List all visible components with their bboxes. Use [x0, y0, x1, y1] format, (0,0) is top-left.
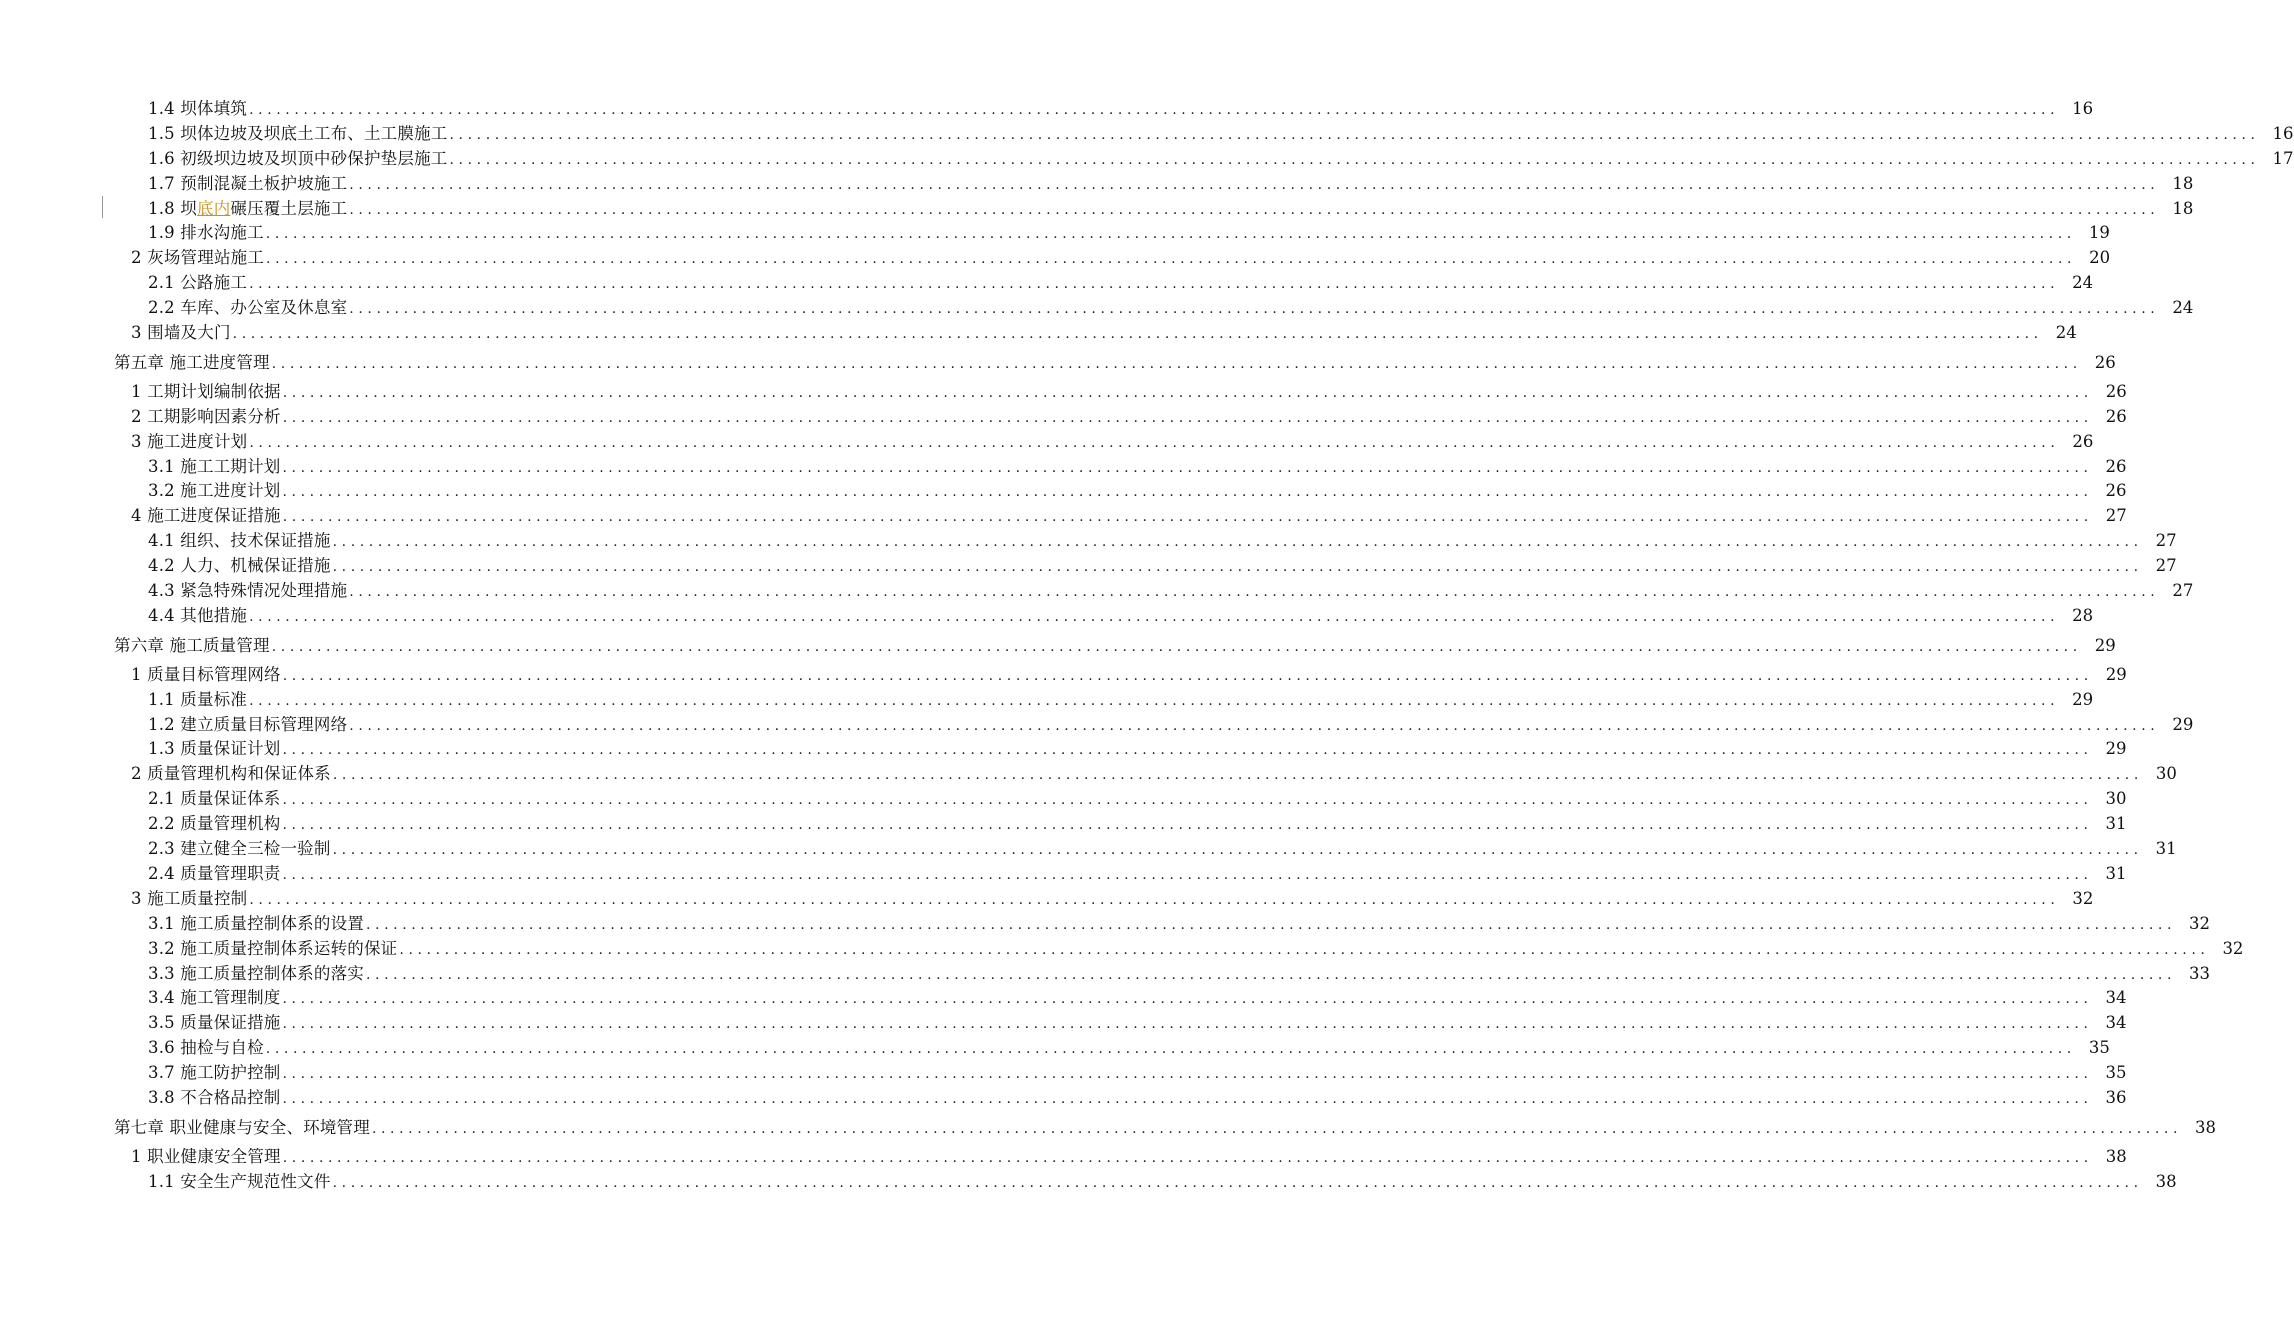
toc-entry-title: 3 施工进度计划: [131, 430, 249, 455]
dot-leader: ........................................................................................................................................................................................................: [271, 638, 2082, 655]
dot-leader: ........................................................................................................................................................................................................: [332, 842, 2143, 859]
toc-entry-title: 3.7 施工防护控制: [148, 1061, 283, 1086]
dot-leader: ........................................................................................................................................................................................................: [282, 866, 2093, 883]
dot-leader: ........................................................................................................................................................................................................: [349, 717, 2160, 734]
toc-page-number: 18: [2172, 173, 2194, 193]
toc-entry-title: 1.3 质量保证计划: [148, 737, 283, 762]
toc-chapter-entry[interactable]: [0, 629, 2116, 663]
toc-page-number: 18: [2172, 198, 2194, 218]
dot-leader: ........................................................................................................................................................................................................: [282, 742, 2093, 759]
dot-leader: ........................................................................................................................................................................................................: [249, 608, 2060, 625]
toc-page-number: 38: [2195, 1117, 2216, 1137]
dot-leader: ........................................................................................................................................................................................................: [332, 767, 2143, 784]
toc-entry[interactable]: [0, 1170, 2177, 1195]
toc-entry[interactable]: [0, 937, 2244, 962]
toc-page-number: 24: [2072, 273, 2094, 293]
toc-page-number: 29: [2105, 664, 2127, 684]
toc-entry[interactable]: [0, 430, 2094, 455]
toc-entry-title: 2.2 车库、办公室及休息室: [148, 296, 349, 321]
toc-entry[interactable]: [0, 787, 2127, 812]
toc-entry-title: 3.2 施工质量控制体系运转的保证: [148, 937, 399, 962]
dot-leader: ........................................................................................................................................................................................................: [282, 991, 2093, 1008]
dot-leader: ........................................................................................................................................................................................................: [249, 434, 2060, 451]
dot-leader: ........................................................................................................................................................................................................: [282, 384, 2093, 401]
toc-page-number: 30: [2105, 789, 2127, 809]
toc-entry-title: 3.5 质量保证措施: [148, 1011, 283, 1036]
toc-page-number: 35: [2088, 1038, 2110, 1058]
dot-leader: ........................................................................................................................................................................................................: [349, 584, 2160, 601]
toc-entry[interactable]: [0, 837, 2177, 862]
toc-entry-title: 3.6 抽检与自检: [148, 1036, 266, 1061]
toc-entry[interactable]: [0, 579, 2194, 604]
toc-entry[interactable]: [0, 1036, 2110, 1061]
toc-entry-title: 第六章 施工质量管理: [114, 629, 272, 663]
toc-entry-title: 2 灰场管理站施工: [131, 246, 266, 271]
toc-entry-title: 4.2 人力、机械保证措施: [148, 554, 333, 579]
toc-entry[interactable]: [0, 296, 2194, 321]
dot-leader: ........................................................................................................................................................................................................: [249, 692, 2060, 709]
dot-leader: ........................................................................................................................................................................................................: [249, 276, 2060, 293]
toc-entry[interactable]: [0, 246, 2111, 271]
toc-entry-title: 4 施工进度保证措施: [131, 504, 283, 529]
dot-leader: ........................................................................................................................................................................................................: [249, 891, 2060, 908]
toc-entry-title: 第七章 职业健康与安全、环境管理: [114, 1111, 372, 1145]
toc-entry-title: 4.4 其他措施: [148, 604, 249, 629]
toc-chapter-entry[interactable]: [0, 346, 2116, 380]
toc-page-number: 17: [2272, 148, 2294, 168]
toc-page-number: 24: [2172, 298, 2194, 318]
dot-leader: ........................................................................................................................................................................................................: [282, 667, 2093, 684]
toc-entry-title: 4.3 紧急特殊情况处理措施: [148, 579, 349, 604]
toc-entry-title: 1 质量目标管理网络: [131, 663, 283, 688]
toc-entry-title: 1.1 安全生产规范性文件: [148, 1170, 333, 1195]
toc-entry[interactable]: [0, 529, 2177, 554]
toc-entry[interactable]: [0, 887, 2094, 912]
tracked-change-text: 底内: [197, 198, 231, 218]
dot-leader: ........................................................................................................................................................................................................: [282, 1090, 2093, 1107]
toc-page-number: 34: [2105, 1013, 2127, 1033]
toc-page-number: 36: [2105, 1087, 2127, 1107]
toc-entry[interactable]: [0, 862, 2127, 887]
toc-entry[interactable]: [0, 321, 2077, 346]
toc-page-number: 27: [2105, 506, 2127, 526]
dot-leader: ........................................................................................................................................................................................................: [366, 966, 2177, 983]
dot-leader: ........................................................................................................................................................................................................: [282, 1016, 2093, 1033]
dot-leader: ........................................................................................................................................................................................................: [282, 792, 2093, 809]
toc-entry[interactable]: [0, 122, 2294, 147]
toc-entry-title: 2 质量管理机构和保证体系: [131, 762, 333, 787]
toc-entry-title: 3.1 施工质量控制体系的设置: [148, 912, 366, 937]
toc-page-number: 26: [2105, 456, 2127, 476]
dot-leader: ........................................................................................................................................................................................................: [399, 941, 2210, 958]
toc-entry[interactable]: [0, 1061, 2127, 1086]
dot-leader: ........................................................................................................................................................................................................: [232, 326, 2043, 343]
toc-entry[interactable]: [0, 912, 2211, 937]
dot-leader: ........................................................................................................................................................................................................: [266, 251, 2077, 268]
toc-page-number: 24: [2055, 323, 2077, 343]
toc-page-number: 26: [2105, 481, 2127, 501]
dot-leader: ........................................................................................................................................................................................................: [349, 201, 2160, 218]
toc-entry-title: 3.4 施工管理制度: [148, 986, 283, 1011]
toc-page-number: 20: [2089, 248, 2111, 268]
toc-entry[interactable]: [0, 197, 2194, 222]
toc-page-number: 29: [2172, 714, 2194, 734]
dot-leader: ........................................................................................................................................................................................................: [366, 916, 2177, 933]
toc-entry[interactable]: [0, 986, 2127, 1011]
toc-page-number: 26: [2105, 406, 2127, 426]
toc-page-number: 32: [2222, 938, 2244, 958]
toc-page-number: 16: [2072, 99, 2094, 118]
dot-leader: ........................................................................................................................................................................................................: [349, 301, 2160, 318]
toc-entry[interactable]: [0, 221, 2110, 246]
toc-entry-title: 3.3 施工质量控制体系的落实: [148, 962, 366, 987]
toc-entry-title: 2 工期影响因素分析: [131, 405, 283, 430]
dot-leader: ........................................................................................................................................................................................................: [282, 1149, 2093, 1166]
toc-entry[interactable]: [0, 713, 2194, 738]
toc-page-number: 27: [2172, 581, 2194, 601]
toc-entry-title: 2.3 建立健全三检一验制: [148, 837, 333, 862]
toc-page-number: 32: [2189, 913, 2211, 933]
toc-entry[interactable]: [0, 737, 2127, 762]
toc-page-number: 38: [2105, 1146, 2127, 1166]
toc-page-number: 29: [2072, 689, 2094, 709]
toc-page-number: 19: [2088, 223, 2110, 243]
toc-entry-title: 1.2 建立质量目标管理网络: [148, 713, 349, 738]
dot-leader: ........................................................................................................................................................................................................: [271, 355, 2082, 372]
toc-entry-title: 3.8 不合格品控制: [148, 1086, 283, 1111]
toc-entry-title: 1.4 坝体填筑: [148, 97, 249, 122]
toc-entry[interactable]: [0, 479, 2127, 504]
toc-entry-title: 1.8 坝底内碾压覆土层施工: [148, 197, 349, 222]
toc-entry[interactable]: [0, 271, 2094, 296]
dot-leader: ........................................................................................................................................................................................................: [349, 176, 2160, 193]
dot-leader: ........................................................................................................................................................................................................: [332, 1174, 2143, 1191]
toc-page-number: 32: [2072, 888, 2094, 908]
toc-entry[interactable]: [0, 1011, 2127, 1036]
toc-entry-title: 2.1 质量保证体系: [148, 787, 283, 812]
table-of-contents: [0, 97, 2294, 1195]
toc-entry-title: 1 职业健康安全管理: [131, 1145, 283, 1170]
toc-entry[interactable]: [0, 147, 2294, 172]
toc-entry[interactable]: [0, 172, 2194, 197]
toc-page-number: 27: [2155, 531, 2177, 551]
toc-entry[interactable]: [0, 1086, 2127, 1111]
dot-leader: ........................................................................................................................................................................................................: [249, 102, 2060, 118]
dot-leader: ........................................................................................................................................................................................................: [371, 1120, 2182, 1137]
dot-leader: ........................................................................................................................................................................................................: [332, 534, 2143, 551]
toc-page-number: 31: [2105, 863, 2127, 883]
dot-leader: ........................................................................................................................................................................................................: [449, 151, 2260, 168]
toc-entry[interactable]: [0, 688, 2094, 713]
dot-leader: ........................................................................................................................................................................................................: [282, 1066, 2093, 1083]
toc-entry-title: 3 施工质量控制: [131, 887, 249, 912]
toc-entry[interactable]: [0, 962, 2211, 987]
toc-entry-title: 1.1 质量标准: [148, 688, 249, 713]
toc-entry-title: 1.9 排水沟施工: [148, 221, 266, 246]
toc-entry-title: 第五章 施工进度管理: [114, 346, 272, 380]
dot-leader: ........................................................................................................................................................................................................: [282, 509, 2093, 526]
dot-leader: ........................................................................................................................................................................................................: [282, 459, 2093, 476]
toc-entry[interactable]: [0, 604, 2094, 629]
toc-page-number: 33: [2189, 963, 2211, 983]
toc-entry[interactable]: [0, 504, 2127, 529]
toc-entry-title: 3.1 施工工期计划: [148, 455, 283, 480]
toc-entry-title: 1 工期计划编制依据: [131, 380, 283, 405]
toc-entry-title: 2.2 质量管理机构: [148, 812, 283, 837]
toc-entry-title: 3.2 施工进度计划: [148, 479, 283, 504]
toc-entry[interactable]: [0, 762, 2177, 787]
toc-entry[interactable]: [0, 405, 2127, 430]
toc-page-number: 16: [2272, 123, 2294, 143]
toc-entry[interactable]: [0, 455, 2127, 480]
toc-entry-title: 1.5 坝体边坡及坝底土工布、土工膜施工: [148, 122, 450, 147]
toc-page-number: 31: [2105, 814, 2127, 834]
dot-leader: ........................................................................................................................................................................................................: [282, 484, 2093, 501]
toc-page-number: 35: [2105, 1063, 2127, 1083]
toc-page-number: 30: [2155, 764, 2177, 784]
toc-entry-title: 1.7 预制混凝土板护坡施工: [148, 172, 349, 197]
toc-page-number: 38: [2155, 1171, 2177, 1191]
toc-page-number: 29: [2094, 635, 2116, 655]
toc-page-number: 31: [2155, 839, 2177, 859]
toc-page-number: 26: [2072, 431, 2094, 451]
toc-entry[interactable]: [0, 1145, 2127, 1170]
toc-page-number: 26: [2105, 381, 2127, 401]
toc-entry-title: 4.1 组织、技术保证措施: [148, 529, 333, 554]
toc-page-number: 27: [2155, 556, 2177, 576]
toc-entry[interactable]: [0, 380, 2127, 405]
dot-leader: ........................................................................................................................................................................................................: [265, 1041, 2076, 1058]
toc-entry[interactable]: [0, 554, 2177, 579]
toc-entry-title: 2.4 质量管理职责: [148, 862, 283, 887]
toc-entry-title: 1.6 初级坝边坡及坝顶中砂保护垫层施工: [148, 147, 450, 172]
dot-leader: ........................................................................................................................................................................................................: [282, 409, 2093, 426]
dot-leader: ........................................................................................................................................................................................................: [282, 817, 2093, 834]
toc-entry-title: 3 围墙及大门: [131, 321, 233, 346]
toc-entry[interactable]: [0, 97, 2094, 122]
toc-entry[interactable]: [0, 812, 2127, 837]
toc-page-number: 29: [2105, 739, 2127, 759]
toc-page-number: 26: [2094, 352, 2116, 372]
dot-leader: ........................................................................................................................................................................................................: [332, 559, 2143, 576]
dot-leader: ........................................................................................................................................................................................................: [449, 126, 2260, 143]
toc-page-number: 34: [2105, 988, 2127, 1008]
toc-entry[interactable]: [0, 663, 2127, 688]
dot-leader: ........................................................................................................................................................................................................: [265, 226, 2076, 243]
toc-chapter-entry[interactable]: [0, 1111, 2216, 1145]
toc-page-number: 28: [2072, 605, 2094, 625]
toc-entry-title: 2.1 公路施工: [148, 271, 249, 296]
